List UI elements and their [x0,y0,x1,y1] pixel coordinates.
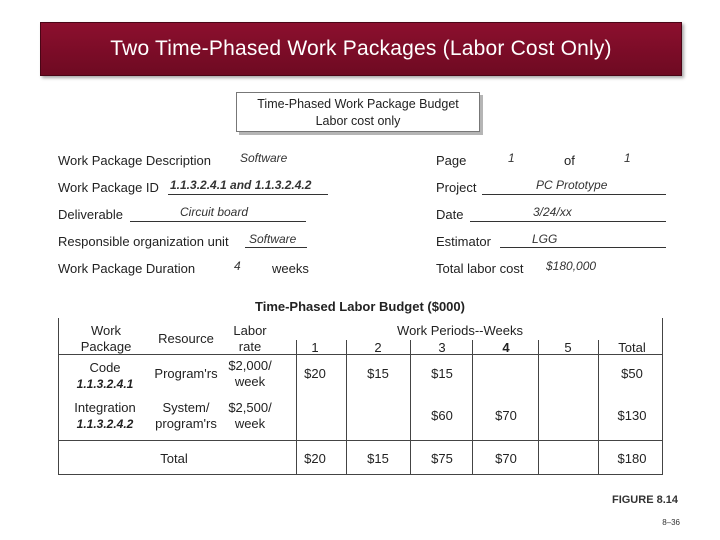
header-labor-rate-line2: rate [238,339,262,354]
row1-rate-line1: $2,000/ [228,358,272,373]
total-grand: $180 [617,451,647,466]
row1-package-id: 1.1.3.2.4.1 [76,377,134,391]
page-label: Page [436,153,467,168]
grid-line-week3 [410,340,411,474]
header-work-periods: Work Periods--Weeks [397,323,523,338]
page-of-value: 1 [624,151,631,165]
row1-package [62,360,148,392]
estimator-label: Estimator [436,234,491,249]
header-week-2: 2 [374,340,382,355]
header-total: Total [618,340,646,355]
header-work-package-line1: Work [90,323,122,338]
header-resource: Resource [158,331,214,346]
deliverable-value: Circuit board [180,205,249,219]
package-id-value: 1.1.3.2.4.1 and 1.1.3.2.4.2 [170,178,312,192]
row2-rate-line2: week [234,416,266,431]
row2-package-name: Integration [74,400,136,415]
header-line-2: Labor cost only [315,114,401,128]
slide-title-bar [40,22,682,76]
header-week-1: 1 [311,340,319,355]
grid-line-total [598,340,599,474]
row1-week1: $20 [304,366,326,381]
header-line-1: Time-Phased Work Package Budget [257,97,459,111]
row2-week3: $60 [431,408,453,423]
duration-value: 4 [234,259,241,273]
responsible-org-label: Responsible organization unit [58,234,229,249]
duration-label: Work Package Duration [58,261,196,276]
total-week4: $70 [495,451,517,466]
page-of-label: of [564,153,575,168]
deliverable-label: Deliverable [58,207,124,222]
deliverable-underline [130,221,306,222]
header-work-package-line2: Package [80,339,132,354]
grid-line-week2 [346,340,347,474]
package-id-underline [168,194,328,195]
row1-week3: $15 [431,366,453,381]
date-underline [470,221,666,222]
date-value: 3/24/xx [533,205,572,219]
row2-total: $130 [617,408,647,423]
row1-week2: $15 [367,366,389,381]
header-labor-rate [222,323,278,355]
total-labor-cost-value: $180,000 [546,259,597,273]
project-value: PC Prototype [536,178,608,192]
responsible-org-underline [245,247,307,248]
row2-package [62,400,148,432]
row1-rate [222,358,278,390]
date-label: Date [436,207,464,222]
header-work-package [66,323,146,355]
row1-resource: Program'rs [154,366,218,381]
budget-header-box [236,92,480,132]
row2-rate-line1: $2,500/ [228,400,272,415]
labor-budget-table-title: Time-Phased Labor Budget ($000) [255,299,465,314]
package-id-label: Work Package ID [58,180,159,195]
row2-week4: $70 [495,408,517,423]
header-week-5: 5 [564,340,572,355]
page-number: 8–36 [662,518,680,527]
header-labor-rate-line1: Labor [233,323,267,338]
row1-rate-line2: week [234,374,266,389]
grid-line-week5 [538,340,539,474]
slide-title: Two Time-Phased Work Packages (Labor Cost Only) [110,37,612,60]
project-label: Project [436,180,477,195]
description-label: Work Package Description [58,153,211,168]
page-value: 1 [508,151,515,165]
total-week2: $15 [367,451,389,466]
total-week3: $75 [431,451,453,466]
project-underline [482,194,666,195]
header-week-4: 4 [502,340,510,355]
grid-line-week4 [472,340,473,474]
responsible-org-value: Software [249,232,297,246]
total-row-label: Total [160,451,188,466]
total-labor-cost-label: Total labor cost [436,261,524,276]
row2-resource-line1: System/ [162,400,210,415]
total-week1: $20 [304,451,326,466]
duration-unit: weeks [272,261,309,276]
figure-label: FIGURE 8.14 [611,494,678,506]
row2-resource [148,400,224,432]
estimator-value: LGG [532,232,558,246]
description-value: Software [240,151,288,165]
row2-rate [222,400,278,432]
estimator-underline [500,247,666,248]
row2-resource-line2: program'rs [155,416,217,431]
row2-package-id: 1.1.3.2.4.2 [76,417,134,431]
row1-package-name: Code [89,360,121,375]
total-row-divider [58,440,662,441]
row1-total: $50 [621,366,643,381]
header-week-3: 3 [438,340,446,355]
